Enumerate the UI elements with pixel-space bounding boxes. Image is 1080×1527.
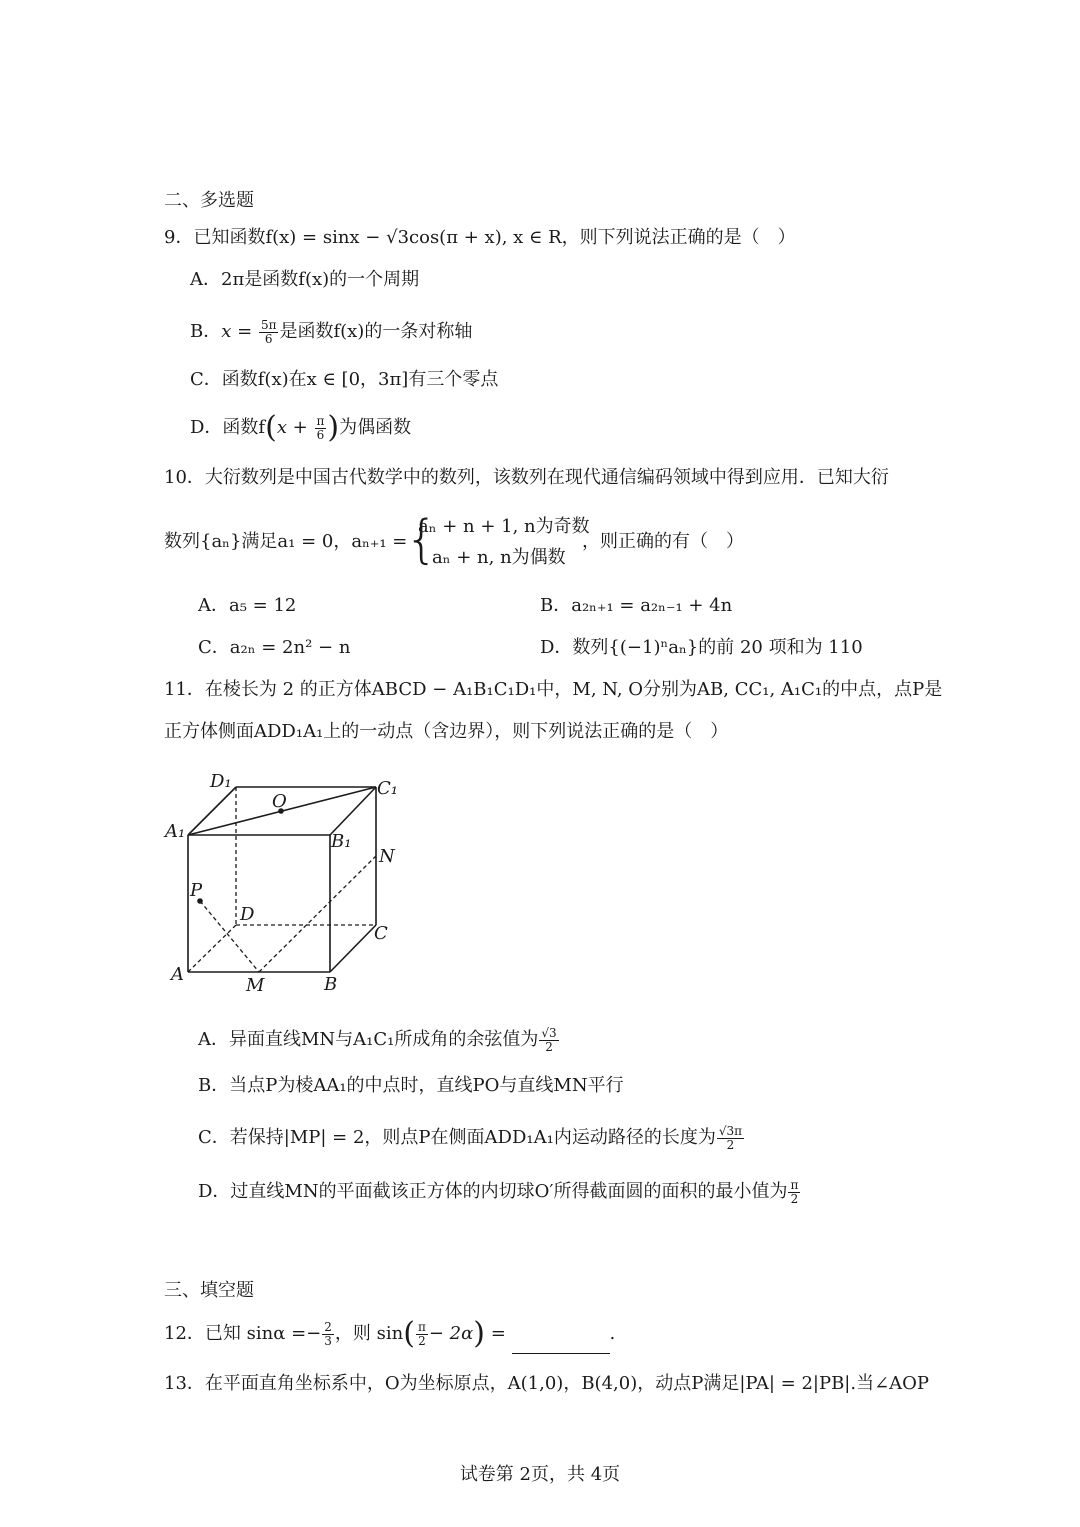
q10-cases-brace: { — [405, 510, 439, 570]
q12-eq: = — [490, 1323, 506, 1344]
q11-option-b: B．当点P为棱AA₁的中点时，直线PO与直线MN平行 — [198, 1075, 624, 1096]
label-c: C — [374, 923, 388, 944]
edge-b1-c1 — [330, 787, 376, 835]
label-a1: A₁ — [165, 821, 186, 842]
q13-stem-line1: 13．在平面直角坐标系中，O为坐标原点，A(1,0)，B(4,0)，动点P满足|PA| = 2|PB|.当∠AOP — [164, 1373, 930, 1394]
q11-a-fraction — [539, 1027, 558, 1054]
q11-stem-line1: 11．在棱长为 2 的正方体ABCD − A₁B₁C₁D₁中，M, N, O分别为AB, CC₁, A₁C₁的中点，点P是 — [164, 679, 943, 700]
label-b: B — [324, 974, 338, 995]
q9-b-fraction — [259, 319, 279, 346]
q9-b-num: 5π — [260, 317, 277, 332]
q12-pre: 12．已知 sinα =− — [164, 1323, 322, 1344]
q10-option-b: B．a₂ₙ₊₁ = a₂ₙ₋₁ + 4n — [540, 595, 733, 616]
q9-b-text: 是函数f(x)的一条对称轴 — [279, 321, 473, 342]
q11-a-text: A．异面直线MN与A₁C₁所成角的余弦值为 — [198, 1029, 539, 1050]
q11-c-fraction — [717, 1125, 744, 1152]
q10-option-a: A．a₅ = 12 — [198, 595, 297, 616]
q11-a-num: √3 — [541, 1025, 557, 1040]
q11-option-c — [198, 1118, 745, 1158]
q9-stem: 9．已知函数f(x) = sinx − √3cos(π + x), x ∈ R，则下列说法正确的是（ ） — [164, 227, 796, 248]
label-b1: B₁ — [331, 831, 352, 852]
q9-d-den: 6 — [316, 427, 325, 442]
q9-d-label: D．函数f — [190, 417, 266, 438]
q9-option-d: D．函数f(x + $\frac{\pi}{6}$ )为偶函数 — [190, 410, 412, 445]
q12-fraction-2 — [416, 1321, 428, 1348]
hidden-edge-a-d — [188, 925, 236, 972]
q12-line: 12．已知 sinα =− $\frac{2}{3}$ ，则 sin( $\frac{\pi}{2}$ − 2α) = . — [164, 1314, 615, 1354]
q9-d-text: 为偶函数 — [339, 417, 412, 438]
edge-a1-d1 — [188, 787, 236, 835]
q10-stem-line1: 10．大衍数列是中国古代数学中的数列，该数列在现代通信编码领域中得到应用．已知大衍 — [164, 467, 889, 488]
q10-option-c: C．a₂ₙ = 2n² − n — [198, 637, 351, 658]
q11-d-num: π — [790, 1177, 799, 1192]
q9-option-a: A．2π是函数f(x)的一个周期 — [190, 269, 420, 290]
q10-case-even: aₙ + n, n为偶数 — [432, 547, 566, 568]
q12-inner: − 2α — [428, 1323, 474, 1344]
q10-case-odd: aₙ + n + 1, n为奇数 — [418, 516, 590, 537]
label-p: P — [190, 880, 203, 901]
q11-stem-line2: 正方体侧面ADD₁A₁上的一动点（含边界），则下列说法正确的是（ ） — [164, 721, 729, 742]
label-d: D — [240, 904, 255, 925]
q11-c-den: 2 — [726, 1137, 735, 1152]
q12-end: . — [609, 1323, 616, 1344]
q9-b-den: 6 — [264, 331, 273, 346]
q9-d-x: x + — [276, 417, 308, 438]
q10-option-d: D．数列{(−1)ⁿaₙ}的前 20 项和为 110 — [540, 637, 863, 658]
edge-b-c — [330, 925, 376, 972]
q9-d-fraction — [315, 415, 327, 442]
q11-a-den: 2 — [545, 1039, 553, 1054]
q12-fraction-1 — [322, 1321, 334, 1348]
q11-d-den: 2 — [790, 1191, 799, 1206]
label-o: O — [272, 791, 287, 812]
q11-d-fraction — [788, 1179, 800, 1206]
label-a: A — [171, 964, 184, 985]
q12-num1: 2 — [324, 1319, 332, 1334]
label-n: N — [379, 846, 395, 867]
q9-option-c: C．函数f(x)在x ∈ [0，3π]有三个零点 — [190, 369, 499, 390]
cube-figure — [160, 765, 410, 1000]
section-title-fill-in: 三、填空题 — [164, 1280, 254, 1301]
label-c1: C₁ — [377, 778, 398, 799]
q11-c-text: C．若保持|MP| = 2，则点P在侧面ADD₁A₁内运动路径的长度为 — [198, 1127, 716, 1148]
q10-stem-line2-post: ，则正确的有（ ） — [582, 531, 744, 552]
q9-option-b — [190, 312, 472, 352]
q9-b-label: B． — [190, 321, 222, 342]
q11-option-d — [198, 1172, 801, 1212]
q9-d-num: π — [316, 413, 325, 428]
label-d1: D₁ — [210, 771, 232, 792]
segment-m-n — [259, 856, 376, 972]
page-footer: 试卷第 2页，共 4页 — [459, 1464, 621, 1485]
q12-answer-blank[interactable] — [512, 1335, 610, 1354]
q10-stem-line2-pre: 数列{aₙ}满足a₁ = 0，aₙ₊₁ = — [164, 531, 408, 552]
q11-d-text: D．过直线MN的平面截该正方体的内切球O′所得截面圆的面积的最小值为 — [198, 1181, 788, 1202]
q12-num2: π — [417, 1319, 426, 1334]
q11-c-num: √3π — [718, 1123, 742, 1138]
q11-option-a — [198, 1020, 560, 1060]
label-m: M — [246, 975, 265, 996]
q9-b-x: x = — [221, 321, 253, 342]
q12-den2: 2 — [418, 1333, 426, 1348]
q12-den1: 3 — [324, 1333, 332, 1348]
section-title-multiple-choice: 二、多选题 — [164, 190, 254, 211]
q12-mid: ，则 sin — [334, 1323, 404, 1344]
